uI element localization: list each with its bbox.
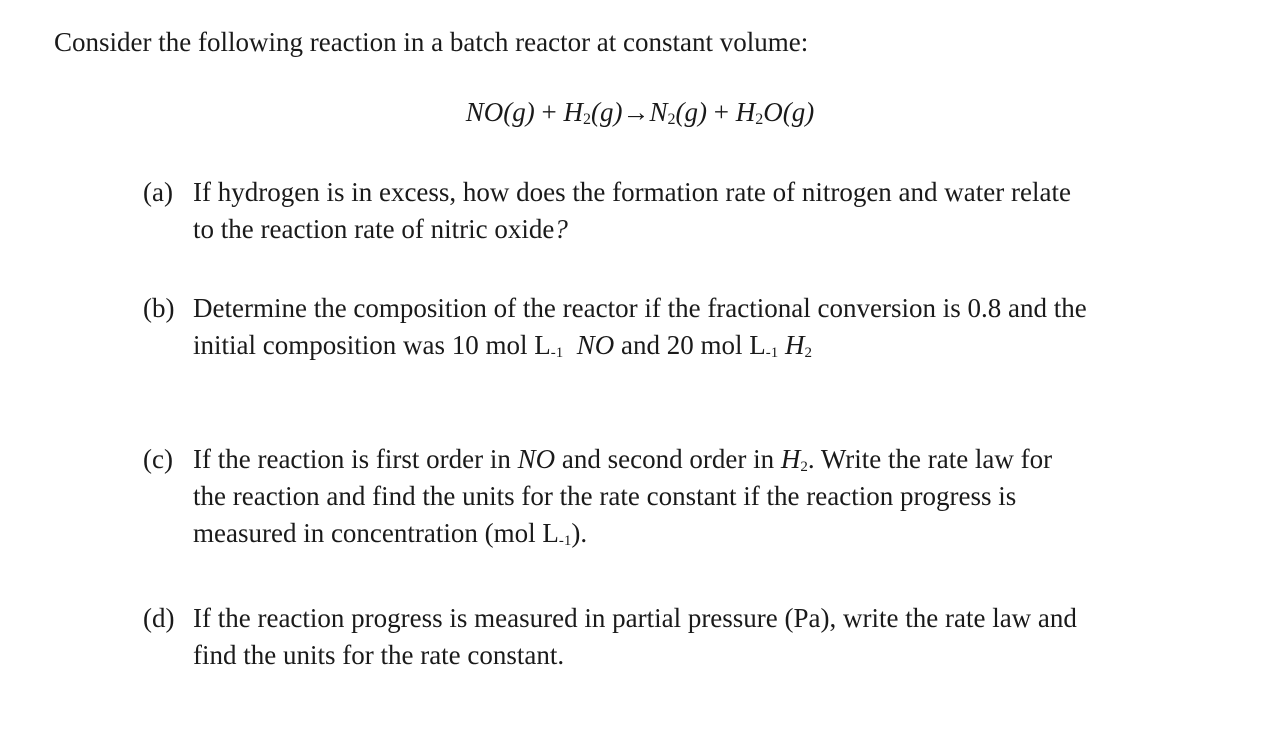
question-d-line-2: find the units for the rate constant. xyxy=(193,640,565,670)
question-a-line-2-text: to the reaction rate of nitric oxide xyxy=(193,214,555,244)
question-c-no: NO xyxy=(517,444,556,474)
question-c-line-3 xyxy=(193,515,1253,552)
eq-h2o-o: O xyxy=(763,97,783,127)
eq-h-sub: 2 xyxy=(583,111,592,128)
question-b xyxy=(143,290,1253,364)
question-a-qmark: ? xyxy=(554,214,568,244)
eq-no: NO xyxy=(465,97,504,127)
question-c-h-sub: 2 xyxy=(800,459,808,475)
question-b-h: H xyxy=(784,330,805,360)
eq-h: H xyxy=(563,97,584,127)
question-a xyxy=(143,174,1253,248)
question-c-line-1 xyxy=(193,441,1253,478)
question-d-line-1: If the reaction progress is measured in partial pressure (Pa), write the rate law and xyxy=(193,603,1077,633)
question-d xyxy=(143,600,1253,674)
question-b-line-2 xyxy=(193,327,1253,364)
eq-g3: (g) xyxy=(675,97,707,127)
eq-n-sub: 2 xyxy=(667,111,676,128)
question-c-text-b: and second order in xyxy=(555,444,781,474)
question-c-line-2: the reaction and find the units for the rate constant if the reaction progress is xyxy=(193,481,1017,511)
question-c-text-e: ). xyxy=(571,518,588,548)
question-b-sub-2: -1 xyxy=(765,345,779,361)
question-c-text-a: If the reaction is first order in xyxy=(193,444,518,474)
question-b-line-1: Determine the composition of the reactor if the fractional conversion is 0.8 and the xyxy=(193,293,1087,323)
question-b-no: NO xyxy=(576,330,615,360)
eq-g1: (g) xyxy=(503,97,535,127)
question-a-line-1: If hydrogen is in excess, how does the formation rate of nitrogen and water relate xyxy=(193,177,1071,207)
question-a-label: (a) xyxy=(143,177,173,207)
eq-plus1: + xyxy=(534,97,564,127)
eq-g2: (g) xyxy=(591,97,623,127)
question-d-label: (d) xyxy=(143,603,175,633)
question-c-sub: -1 xyxy=(558,533,572,549)
eq-plus2: + xyxy=(707,97,736,127)
question-c-text-d: measured in concentration (mol L xyxy=(193,518,559,548)
eq-h2o-h: H xyxy=(735,97,756,127)
eq-g4: (g) xyxy=(782,97,815,127)
reaction-equation xyxy=(0,92,1280,132)
eq-h2o-sub: 2 xyxy=(755,111,764,128)
question-b-text-a: initial composition was 10 mol L xyxy=(193,330,551,360)
question-c xyxy=(143,441,1253,552)
question-b-label: (b) xyxy=(143,293,175,323)
eq-n: N xyxy=(649,97,668,127)
problem-intro: Consider the following reaction in a batch reactor at constant volume: xyxy=(54,27,809,57)
question-c-text-c: . Write the rate law for xyxy=(807,444,1053,474)
question-b-h-sub: 2 xyxy=(804,345,812,361)
eq-arrow: → xyxy=(622,97,650,127)
question-c-label: (c) xyxy=(143,444,173,474)
question-c-h: H xyxy=(780,444,801,474)
question-b-text-b: and 20 mol L xyxy=(614,330,766,360)
question-a-line-2 xyxy=(193,211,1253,248)
question-b-sub-1: -1 xyxy=(550,345,564,361)
